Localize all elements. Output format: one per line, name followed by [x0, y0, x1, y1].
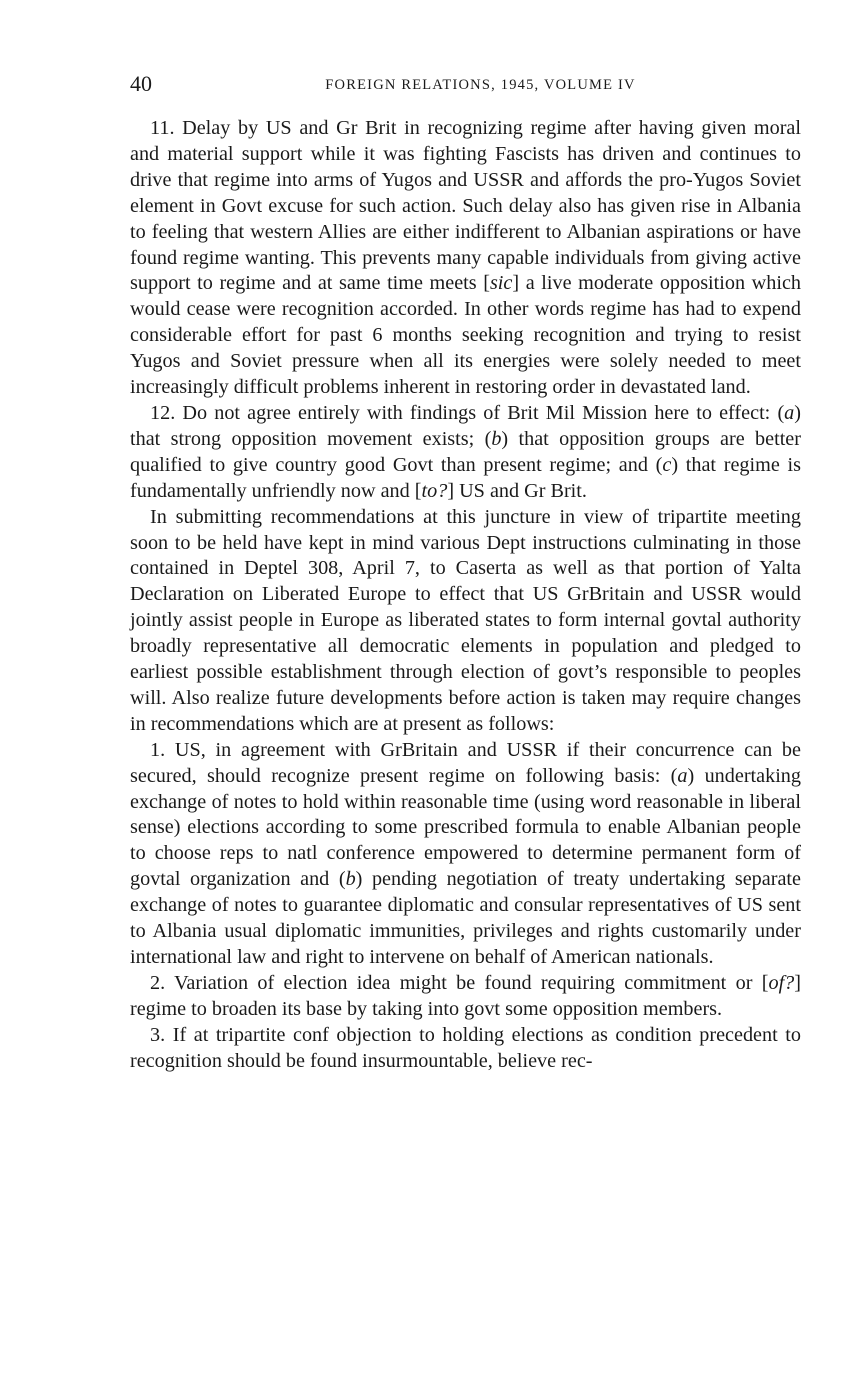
paragraph-12 — [130, 401, 801, 505]
text-segment: In submitting recommendations at this juncture in view of tripartite meeting soon to be held have kept in mind various Dept instructions culminating in those contained in Deptel 308, April 7, to Caserta as well as that portion of Yalta Declaration on Liberated Europe to effect that US GrBritain and USSR would jointly assist people in Europe as liberated states to form internal govtal authority broadly representative all democratic elements in population and pledged to earliest possible establishment through election of govt’s responsible to peoples will. Also realize future developments before action is taken may require changes in recommendations which are at present as follows: — [130, 505, 801, 735]
text-segment: ) pending negotiation of treaty undertaking separate exchange of notes to guarantee diplomatic and consular representatives of US sent to Albania usual diplomatic immunities, privileges and rights customarily under international law and right to intervene on behalf of American nationals. — [130, 868, 801, 968]
body-text — [130, 116, 801, 1075]
recommendation-1 — [130, 738, 801, 971]
text-segment: 3. If at tripartite conf objection to holding elections as condition precedent to recognition should be found insurmountable, believe rec- — [130, 1023, 801, 1072]
italic-text-segment: sic — [489, 272, 513, 295]
document-page — [130, 68, 801, 1075]
text-segment: ) that strong opposition movement exists; ( — [130, 401, 801, 450]
recommendation-2 — [130, 971, 801, 1023]
recommendation-3 — [130, 1023, 801, 1075]
text-segment: 2. Variation of election idea might be found requiring commitment or [ — [150, 971, 769, 994]
italic-text-segment: to? — [421, 479, 448, 502]
text-segment: 12. Do not agree entirely with findings of Brit Mil Mission here to effect: ( — [150, 401, 785, 424]
italic-text-segment: a — [784, 401, 795, 424]
paragraph-submitting-recommendations — [130, 505, 801, 738]
text-segment: ) that regime is fundamentally unfriendly now and [ — [130, 453, 801, 502]
text-segment: ] US and Gr Brit. — [447, 479, 587, 502]
italic-text-segment: a — [677, 764, 688, 787]
italic-text-segment: b — [345, 868, 356, 891]
running-title: FOREIGN RELATIONS, 1945, VOLUME IV — [325, 77, 636, 93]
text-segment: ] a live moderate opposition which would cease were recognition accorded. In other words regime has had to expend considerable effort for past 6 months seeking recognition and trying to resist Yugos and Soviet pressure when all its energies were solely needed to meet increasingly difficult problems inherent in restoring order in devastated land. — [130, 272, 801, 399]
page-header — [130, 68, 801, 102]
page-number: 40 — [130, 71, 152, 96]
text-segment: ] regime to broaden its base by taking into govt some opposition members. — [130, 971, 801, 1020]
text-segment: ) undertaking exchange of notes to hold within reasonable time (using word reasonable in liberal sense) elections according to some prescribed formula to enable Albanian people to choose reps to natl conference empowered to determine permanent form of govtal organization and ( — [130, 764, 801, 891]
text-segment: ) that opposition groups are better qualified to give country good Govt than present regime; and ( — [130, 427, 801, 476]
text-segment: 11. Delay by US and Gr Brit in recognizing regime after having given moral and material support while it was fighting Fascists has driven and continues to drive that regime into arms of Yugos and USSR and affords the pro-Yugos Soviet element in Govt excuse for such action. Such delay also has given rise in Albania to feeling that western Allies are either indifferent to Albanian aspirations or have found regime wanting. This prevents many capable individuals from giving active support to regime and at same time meets [ — [130, 117, 801, 295]
text-segment: 1. US, in agreement with GrBritain and USSR if their concurrence can be secured, should recognize present regime on following basis: ( — [130, 738, 801, 787]
italic-text-segment: b — [491, 427, 502, 450]
italic-text-segment: of? — [768, 971, 795, 994]
italic-text-segment: c — [662, 453, 672, 476]
paragraph-11 — [130, 116, 801, 401]
